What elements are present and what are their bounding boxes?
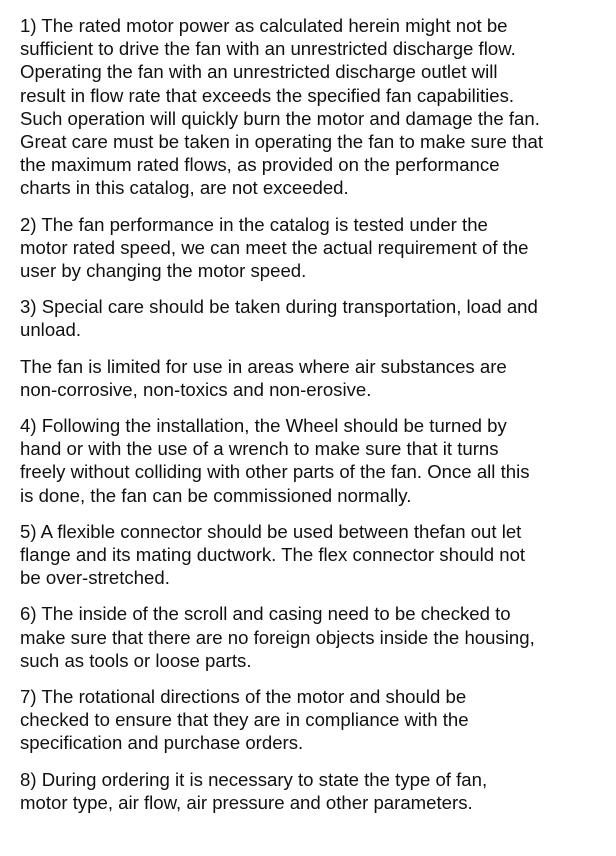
text-line: make sure that there are no foreign objects inside the housing, [20, 626, 535, 648]
text-line: freely without colliding with other parts of the fan. Once all this [20, 461, 530, 483]
text-line: non-corrosive, non-toxics and non-erosive. [20, 378, 372, 400]
paragraph-4-installation-check [20, 414, 610, 507]
text-line: 7) The rotational directions of the motor and should be [20, 686, 467, 708]
text-line: hand or with the use of a wrench to make sure that it turns [20, 438, 499, 460]
text-line: checked to ensure that they are in compliance with the [20, 709, 469, 731]
text-line: 8) During ordering it is necessary to state the type of fan, [20, 768, 488, 790]
text-line: result in flow rate that exceeds the specified fan capabilities. [20, 84, 515, 106]
paragraph-6-foreign-objects [20, 602, 610, 672]
text-line: be over-stretched. [20, 567, 170, 589]
paragraph-usage-limitation [20, 355, 610, 401]
text-line: sufficient to drive the fan with an unrestricted discharge flow. [20, 38, 516, 60]
text-line: specification and purchase orders. [20, 732, 304, 754]
paragraph-8-ordering-info [20, 768, 610, 814]
text-line: the maximum rated flows, as provided on the performance [20, 154, 500, 176]
paragraph-5-flexible-connector [20, 520, 610, 590]
text-line: 2) The fan performance in the catalog is tested under the [20, 213, 488, 235]
text-line: The fan is limited for use in areas where air substances are [20, 355, 507, 377]
text-line: such as tools or loose parts. [20, 649, 252, 671]
text-line: motor type, air flow, air pressure and other parameters. [20, 791, 473, 813]
text-line: unload. [20, 319, 82, 341]
paragraph-3-transportation-care [20, 295, 610, 341]
text-line: flange and its mating ductwork. The flex connector should not [20, 544, 526, 566]
paragraph-1-rated-motor-power [20, 14, 610, 200]
text-line: 5) A flexible connector should be used between thefan out let [20, 520, 522, 542]
text-line: Such operation will quickly burn the motor and damage the fan. [20, 107, 540, 129]
text-line: 1) The rated motor power as calculated herein might not be [20, 15, 508, 36]
text-line: user by changing the motor speed. [20, 260, 307, 282]
paragraph-7-rotational-direction [20, 685, 610, 755]
text-line: Great care must be taken in operating the fan to make sure that [20, 131, 543, 153]
text-line: 4) Following the installation, the Wheel should be turned by [20, 415, 507, 437]
text-line: charts in this catalog, are not exceeded. [20, 177, 349, 199]
text-line: motor rated speed, we can meet the actual requirement of the [20, 236, 529, 258]
paragraph-2-fan-performance [20, 213, 610, 283]
text-line: Operating the fan with an unrestricted discharge outlet will [20, 61, 498, 83]
text-line: 3) Special care should be taken during transportation, load and [20, 296, 538, 318]
text-line: is done, the fan can be commissioned normally. [20, 484, 412, 506]
text-line: 6) The inside of the scroll and casing need to be checked to [20, 603, 511, 625]
